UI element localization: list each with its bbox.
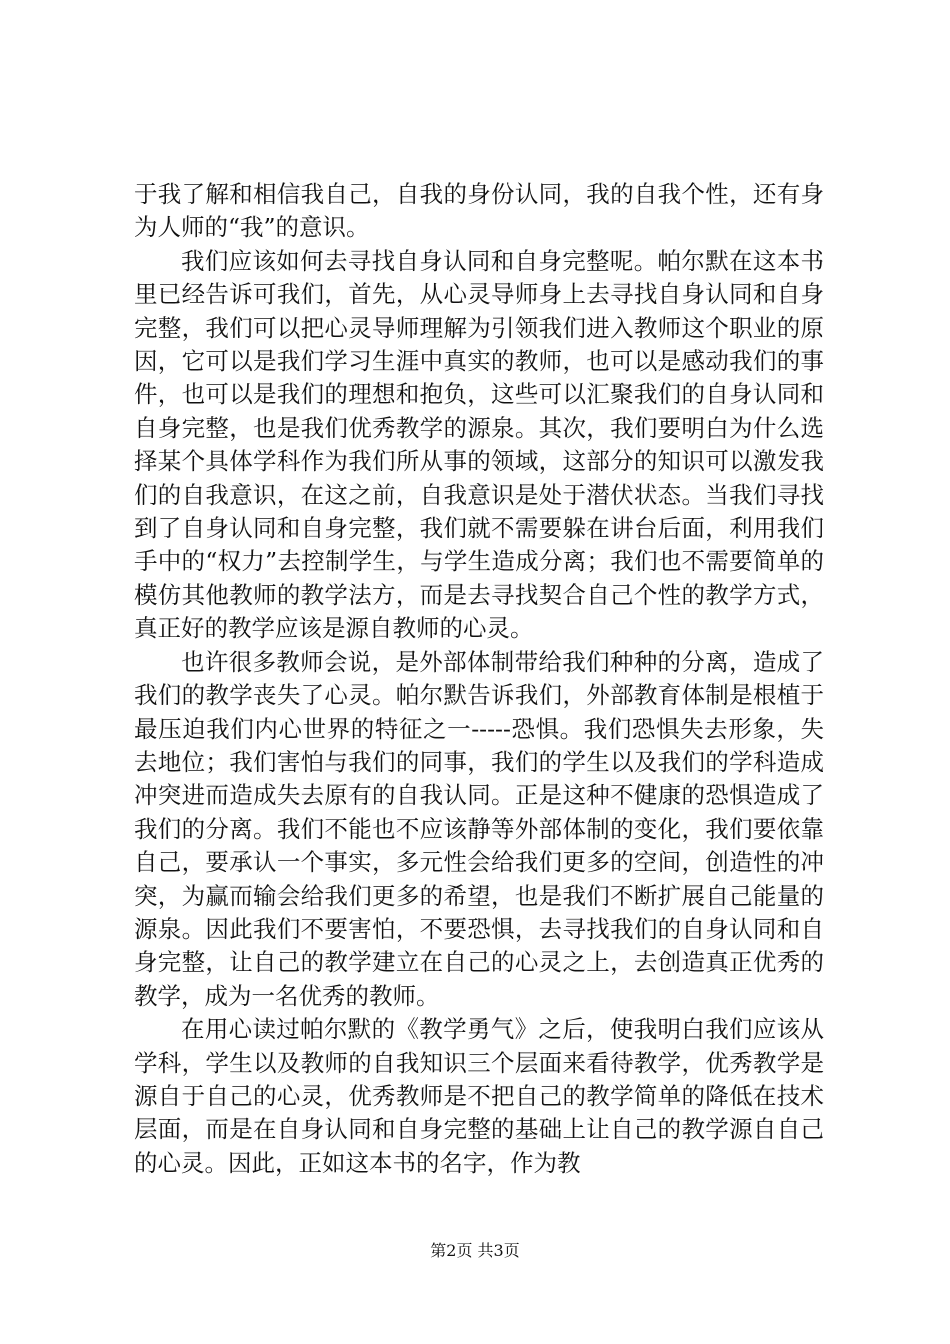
page-number-footer: 第2页 共3页	[430, 1241, 520, 1260]
document-body	[134, 178, 824, 1180]
paragraph-3: 也许很多教师会说，是外部体制带给我们种种的分离，造成了我们的教学丧失了心灵。帕尔默告诉我们，外部教育体制是根植于最压迫我们内心世界的特征之一-----恐惧。我们恐惧失去形象，失去地位；我们害怕与我们的同事，我们的学生以及我们的学科造成冲突进而造成失去原有的自我认同。正是这种不健康的恐惧造成了我们的分离。我们不能也不应该静等外部体制的变化，我们要依靠自己，要承认一个事实，多元性会给我们更多的空间，创造性的冲突，为赢而输会给我们更多的希望，也是我们不断扩展自己能量的源泉。因此我们不要害怕，不要恐惧，去寻找我们的自身认同和自身完整，让自己的教学建立在自己的心灵之上，去创造真正优秀的教学，成为一名优秀的教师。	[134, 647, 824, 1010]
paragraph-2: 我们应该如何去寻找自身认同和自身完整呢。帕尔默在这本书里已经告诉可我们，首先，从心灵导师身上去寻找自身认同和自身完整，我们可以把心灵导师理解为引领我们进入教师这个职业的原因，它可以是我们学习生涯中真实的教师，也可以是感动我们的事件，也可以是我们的理想和抱负，这些可以汇聚我们的自身认同和自身完整，也是我们优秀教学的源泉。其次，我们要明白为什么选择某个具体学科作为我们所从事的领域，这部分的知识可以激发我们的自我意识，在这之前，自我意识是处于潜伏状态。当我们寻找到了自身认同和自身完整，我们就不需要躲在讲台后面，利用我们手中的“权力”去控制学生，与学生造成分离；我们也不需要简单的模仿其他教师的教学法方，而是去寻找契合自己个性的教学方式，真正好的教学应该是源自教师的心灵。	[134, 246, 824, 643]
paragraph-1: 于我了解和相信我自己，自我的身份认同，我的自我个性，还有身为人师的“我”的意识。	[134, 180, 824, 242]
paragraph-4: 在用心读过帕尔默的《教学勇气》之后，使我明白我们应该从学科，学生以及教师的自我知识三个层面来看待教学，优秀教学是源自于自己的心灵，优秀教师是不把自己的教学简单的降低在技术层面，而是在自身认同和自身完整的基础上让自己的教学源自自己的心灵。因此，正如这本书的名字，作为教	[134, 1015, 824, 1177]
